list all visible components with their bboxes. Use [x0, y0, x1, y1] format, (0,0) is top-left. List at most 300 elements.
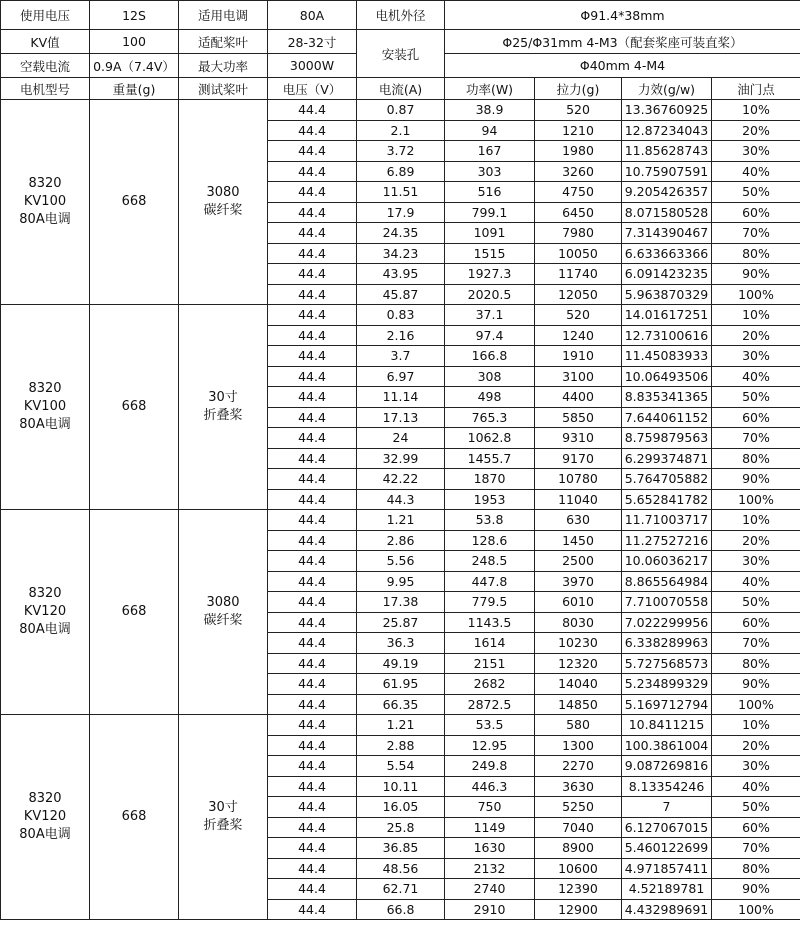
- efficiency-cell: 6.091423235: [622, 264, 712, 285]
- voltage-cell: 44.4: [268, 735, 357, 756]
- current-cell: 25.8: [357, 817, 445, 838]
- efficiency-cell: 9.087269816: [622, 756, 712, 777]
- voltage-label: 使用电压: [1, 1, 90, 30]
- maxpower-label: 最大功率: [179, 54, 268, 78]
- power-cell: 799.1: [445, 202, 535, 223]
- efficiency-cell: 10.06036217: [622, 551, 712, 572]
- thrust-cell: 3970: [535, 571, 622, 592]
- table-row: [1, 305, 800, 326]
- thrust-cell: 9310: [535, 428, 622, 449]
- motor-model-line: 80A电调: [19, 827, 71, 842]
- power-cell: 2740: [445, 879, 535, 900]
- efficiency-cell: 10.06493506: [622, 366, 712, 387]
- motor-weight: 668: [90, 510, 179, 715]
- power-cell: 166.8: [445, 346, 535, 367]
- throttle-cell: 50%: [712, 592, 800, 613]
- power-cell: 516: [445, 182, 535, 203]
- thrust-cell: 2500: [535, 551, 622, 572]
- throttle-cell: 90%: [712, 879, 800, 900]
- noload-label: 空载电流: [1, 54, 90, 78]
- thrust-cell: 5850: [535, 407, 622, 428]
- voltage-cell: 44.4: [268, 551, 357, 572]
- current-cell: 11.51: [357, 182, 445, 203]
- throttle-cell: 20%: [712, 530, 800, 551]
- test-prop-line: 折叠桨: [203, 818, 243, 833]
- power-cell: 1953: [445, 489, 535, 510]
- current-cell: 24.35: [357, 223, 445, 244]
- power-cell: 37.1: [445, 305, 535, 326]
- current-cell: 66.35: [357, 694, 445, 715]
- throttle-cell: 60%: [712, 407, 800, 428]
- voltage-cell: 44.4: [268, 100, 357, 121]
- thrust-cell: 520: [535, 100, 622, 121]
- current-cell: 6.97: [357, 366, 445, 387]
- current-cell: 9.95: [357, 571, 445, 592]
- thrust-cell: 10780: [535, 469, 622, 490]
- test-prop: [179, 715, 268, 920]
- current-cell: 25.87: [357, 612, 445, 633]
- voltage-cell: 44.4: [268, 612, 357, 633]
- efficiency-cell: 11.85628743: [622, 141, 712, 162]
- current-cell: 16.05: [357, 797, 445, 818]
- current-cell: 2.88: [357, 735, 445, 756]
- current-cell: 2.1: [357, 120, 445, 141]
- voltage-cell: 44.4: [268, 120, 357, 141]
- column-header: 测试桨叶: [179, 78, 268, 100]
- efficiency-cell: 5.764705882: [622, 469, 712, 490]
- throttle-cell: 100%: [712, 899, 800, 920]
- power-cell: 167: [445, 141, 535, 162]
- voltage-cell: 44.4: [268, 469, 357, 490]
- throttle-cell: 50%: [712, 387, 800, 408]
- throttle-cell: 70%: [712, 838, 800, 859]
- current-cell: 5.56: [357, 551, 445, 572]
- power-cell: 447.8: [445, 571, 535, 592]
- power-cell: 38.9: [445, 100, 535, 121]
- current-cell: 44.3: [357, 489, 445, 510]
- efficiency-cell: 11.71003717: [622, 510, 712, 531]
- kv-label: KV值: [1, 30, 90, 54]
- motor-weight: 668: [90, 100, 179, 305]
- voltage-cell: 44.4: [268, 838, 357, 859]
- motor-weight: 668: [90, 715, 179, 920]
- thrust-cell: 10600: [535, 858, 622, 879]
- motor-model-line: 80A电调: [19, 417, 71, 432]
- power-cell: 1614: [445, 633, 535, 654]
- voltage-cell: 44.4: [268, 694, 357, 715]
- efficiency-cell: 6.127067015: [622, 817, 712, 838]
- thrust-cell: 1210: [535, 120, 622, 141]
- throttle-cell: 40%: [712, 776, 800, 797]
- test-prop: [179, 510, 268, 715]
- efficiency-cell: 5.169712794: [622, 694, 712, 715]
- thrust-cell: 1450: [535, 530, 622, 551]
- throttle-cell: 80%: [712, 448, 800, 469]
- voltage-cell: 44.4: [268, 202, 357, 223]
- thrust-cell: 580: [535, 715, 622, 736]
- efficiency-cell: 4.971857411: [622, 858, 712, 879]
- esc-label: 适用电调: [179, 1, 268, 30]
- throttle-cell: 80%: [712, 243, 800, 264]
- current-cell: 1.21: [357, 510, 445, 531]
- power-cell: 1455.7: [445, 448, 535, 469]
- power-cell: 303: [445, 161, 535, 182]
- mount-value-2: Φ40mm 4-M4: [445, 54, 800, 78]
- test-prop: [179, 305, 268, 510]
- thrust-cell: 7040: [535, 817, 622, 838]
- motor-model: [1, 510, 90, 715]
- throttle-cell: 20%: [712, 735, 800, 756]
- throttle-cell: 10%: [712, 510, 800, 531]
- thrust-cell: 520: [535, 305, 622, 326]
- thrust-cell: 630: [535, 510, 622, 531]
- throttle-cell: 30%: [712, 551, 800, 572]
- thrust-cell: 5250: [535, 797, 622, 818]
- thrust-cell: 10230: [535, 633, 622, 654]
- motor-model-line: 80A电调: [19, 212, 71, 227]
- thrust-cell: 14040: [535, 674, 622, 695]
- voltage-cell: 44.4: [268, 264, 357, 285]
- efficiency-cell: 5.727568573: [622, 653, 712, 674]
- power-cell: 1630: [445, 838, 535, 859]
- voltage-cell: 44.4: [268, 817, 357, 838]
- spec-row-1: [1, 1, 800, 30]
- voltage-cell: 44.4: [268, 592, 357, 613]
- voltage-cell: 44.4: [268, 182, 357, 203]
- power-cell: 248.5: [445, 551, 535, 572]
- efficiency-cell: 8.13354246: [622, 776, 712, 797]
- thrust-cell: 14850: [535, 694, 622, 715]
- current-cell: 36.85: [357, 838, 445, 859]
- efficiency-cell: 4.52189781: [622, 879, 712, 900]
- thrust-cell: 6010: [535, 592, 622, 613]
- efficiency-cell: 7.710070558: [622, 592, 712, 613]
- power-cell: 53.5: [445, 715, 535, 736]
- power-cell: 1515: [445, 243, 535, 264]
- column-header: 油门点: [712, 78, 800, 100]
- voltage-cell: 44.4: [268, 223, 357, 244]
- thrust-cell: 1300: [535, 735, 622, 756]
- power-cell: 498: [445, 387, 535, 408]
- thrust-cell: 12900: [535, 899, 622, 920]
- power-cell: 2151: [445, 653, 535, 674]
- table-row: [1, 715, 800, 736]
- current-cell: 17.9: [357, 202, 445, 223]
- test-prop-line: 碳纤桨: [203, 613, 243, 628]
- efficiency-cell: 5.234899329: [622, 674, 712, 695]
- motor-model-line: KV120: [23, 604, 67, 619]
- test-prop-line: 3080: [206, 185, 240, 200]
- thrust-cell: 11040: [535, 489, 622, 510]
- thrust-cell: 2270: [535, 756, 622, 777]
- power-cell: 2020.5: [445, 284, 535, 305]
- test-prop-line: 折叠桨: [203, 408, 243, 423]
- efficiency-cell: 12.73100616: [622, 325, 712, 346]
- voltage-cell: 44.4: [268, 510, 357, 531]
- power-cell: 1062.8: [445, 428, 535, 449]
- power-cell: 97.4: [445, 325, 535, 346]
- voltage-cell: 44.4: [268, 797, 357, 818]
- throttle-cell: 100%: [712, 694, 800, 715]
- motor-model: [1, 100, 90, 305]
- efficiency-cell: 12.87234043: [622, 120, 712, 141]
- current-cell: 17.13: [357, 407, 445, 428]
- throttle-cell: 70%: [712, 428, 800, 449]
- column-header: 重量(g): [90, 78, 179, 100]
- voltage-cell: 44.4: [268, 530, 357, 551]
- thrust-cell: 1980: [535, 141, 622, 162]
- noload-value: 0.9A（7.4V）: [90, 54, 179, 78]
- voltage-cell: 44.4: [268, 899, 357, 920]
- esc-value: 80A: [268, 1, 357, 30]
- current-cell: 17.38: [357, 592, 445, 613]
- throttle-cell: 40%: [712, 366, 800, 387]
- power-cell: 2132: [445, 858, 535, 879]
- current-cell: 42.22: [357, 469, 445, 490]
- voltage-cell: 44.4: [268, 387, 357, 408]
- voltage-cell: 44.4: [268, 879, 357, 900]
- throttle-cell: 90%: [712, 469, 800, 490]
- motor-model-line: KV100: [23, 399, 67, 414]
- motor-model-line: 8320: [28, 381, 62, 396]
- motor-model-line: 80A电调: [19, 622, 71, 637]
- efficiency-cell: 8.071580528: [622, 202, 712, 223]
- motor-model: [1, 305, 90, 510]
- power-cell: 53.8: [445, 510, 535, 531]
- column-header-row: [1, 78, 800, 100]
- efficiency-cell: 7.314390467: [622, 223, 712, 244]
- thrust-cell: 1240: [535, 325, 622, 346]
- thrust-cell: 1910: [535, 346, 622, 367]
- voltage-cell: 44.4: [268, 305, 357, 326]
- voltage-cell: 44.4: [268, 674, 357, 695]
- voltage-cell: 44.4: [268, 858, 357, 879]
- current-cell: 36.3: [357, 633, 445, 654]
- test-prop-line: 碳纤桨: [203, 203, 243, 218]
- efficiency-cell: 8.759879563: [622, 428, 712, 449]
- power-cell: 128.6: [445, 530, 535, 551]
- current-cell: 1.21: [357, 715, 445, 736]
- throttle-cell: 50%: [712, 182, 800, 203]
- power-cell: 765.3: [445, 407, 535, 428]
- thrust-cell: 4750: [535, 182, 622, 203]
- efficiency-cell: 13.36760925: [622, 100, 712, 121]
- power-cell: 446.3: [445, 776, 535, 797]
- voltage-cell: 44.4: [268, 243, 357, 264]
- current-cell: 3.7: [357, 346, 445, 367]
- voltage-cell: 44.4: [268, 489, 357, 510]
- efficiency-cell: 14.01617251: [622, 305, 712, 326]
- diameter-label: 电机外径: [357, 1, 445, 30]
- voltage-cell: 44.4: [268, 428, 357, 449]
- voltage-cell: 44.4: [268, 325, 357, 346]
- motor-model-line: 8320: [28, 791, 62, 806]
- current-cell: 11.14: [357, 387, 445, 408]
- power-cell: 12.95: [445, 735, 535, 756]
- throttle-cell: 10%: [712, 305, 800, 326]
- power-cell: 2682: [445, 674, 535, 695]
- kv-value: 100: [90, 30, 179, 54]
- current-cell: 6.89: [357, 161, 445, 182]
- thrust-cell: 12050: [535, 284, 622, 305]
- voltage-cell: 44.4: [268, 653, 357, 674]
- thrust-cell: 12390: [535, 879, 622, 900]
- efficiency-cell: 11.27527216: [622, 530, 712, 551]
- power-cell: 1870: [445, 469, 535, 490]
- throttle-cell: 10%: [712, 100, 800, 121]
- motor-weight: 668: [90, 305, 179, 510]
- throttle-cell: 70%: [712, 223, 800, 244]
- throttle-cell: 20%: [712, 120, 800, 141]
- motor-model-line: 8320: [28, 176, 62, 191]
- voltage-cell: 44.4: [268, 571, 357, 592]
- efficiency-cell: 10.75907591: [622, 161, 712, 182]
- current-cell: 62.71: [357, 879, 445, 900]
- throttle-cell: 80%: [712, 858, 800, 879]
- power-cell: 1143.5: [445, 612, 535, 633]
- power-cell: 249.8: [445, 756, 535, 777]
- throttle-cell: 40%: [712, 571, 800, 592]
- current-cell: 10.11: [357, 776, 445, 797]
- current-cell: 2.16: [357, 325, 445, 346]
- current-cell: 2.86: [357, 530, 445, 551]
- throttle-cell: 80%: [712, 653, 800, 674]
- test-prop-line: 3080: [206, 595, 240, 610]
- thrust-cell: 8900: [535, 838, 622, 859]
- power-cell: 2910: [445, 899, 535, 920]
- current-cell: 66.8: [357, 899, 445, 920]
- voltage-value: 12S: [90, 1, 179, 30]
- thrust-cell: 3260: [535, 161, 622, 182]
- test-prop-line: 30寸: [208, 390, 238, 405]
- power-cell: 2872.5: [445, 694, 535, 715]
- efficiency-cell: 8.865564984: [622, 571, 712, 592]
- motor-model: [1, 715, 90, 920]
- efficiency-cell: 5.460122699: [622, 838, 712, 859]
- throttle-cell: 90%: [712, 674, 800, 695]
- voltage-cell: 44.4: [268, 366, 357, 387]
- thrust-cell: 6450: [535, 202, 622, 223]
- thrust-cell: 3630: [535, 776, 622, 797]
- prop-value: 28-32寸: [268, 30, 357, 54]
- efficiency-cell: 10.8411215: [622, 715, 712, 736]
- column-header: 力效(g/w): [622, 78, 712, 100]
- voltage-cell: 44.4: [268, 407, 357, 428]
- efficiency-cell: 7: [622, 797, 712, 818]
- current-cell: 48.56: [357, 858, 445, 879]
- power-cell: 779.5: [445, 592, 535, 613]
- current-cell: 45.87: [357, 284, 445, 305]
- current-cell: 34.23: [357, 243, 445, 264]
- thrust-cell: 11740: [535, 264, 622, 285]
- current-cell: 61.95: [357, 674, 445, 695]
- voltage-cell: 44.4: [268, 448, 357, 469]
- current-cell: 24: [357, 428, 445, 449]
- efficiency-cell: 100.3861004: [622, 735, 712, 756]
- throttle-cell: 90%: [712, 264, 800, 285]
- current-cell: 3.72: [357, 141, 445, 162]
- current-cell: 49.19: [357, 653, 445, 674]
- voltage-cell: 44.4: [268, 756, 357, 777]
- column-header: 电流(A): [357, 78, 445, 100]
- voltage-cell: 44.4: [268, 284, 357, 305]
- throttle-cell: 60%: [712, 612, 800, 633]
- column-header: 功率(W): [445, 78, 535, 100]
- thrust-cell: 7980: [535, 223, 622, 244]
- efficiency-cell: 11.45083933: [622, 346, 712, 367]
- power-cell: 308: [445, 366, 535, 387]
- throttle-cell: 50%: [712, 797, 800, 818]
- table-row: [1, 510, 800, 531]
- voltage-cell: 44.4: [268, 346, 357, 367]
- throttle-cell: 30%: [712, 346, 800, 367]
- efficiency-cell: 9.205426357: [622, 182, 712, 203]
- current-cell: 43.95: [357, 264, 445, 285]
- thrust-cell: 4400: [535, 387, 622, 408]
- throttle-cell: 30%: [712, 141, 800, 162]
- motor-model-line: KV120: [23, 809, 67, 824]
- current-cell: 5.54: [357, 756, 445, 777]
- mount-value-1: Φ25/Φ31mm 4-M3（配套桨座可装直桨）: [445, 30, 800, 54]
- current-cell: 0.83: [357, 305, 445, 326]
- power-cell: 1091: [445, 223, 535, 244]
- efficiency-cell: 4.432989691: [622, 899, 712, 920]
- test-prop: [179, 100, 268, 305]
- efficiency-cell: 7.022299956: [622, 612, 712, 633]
- table-row: [1, 100, 800, 121]
- column-header: 电压（V）: [268, 78, 357, 100]
- motor-model-line: KV100: [23, 194, 67, 209]
- thrust-cell: 12320: [535, 653, 622, 674]
- efficiency-cell: 6.633663366: [622, 243, 712, 264]
- throttle-cell: 60%: [712, 817, 800, 838]
- efficiency-cell: 6.299374871: [622, 448, 712, 469]
- throttle-cell: 20%: [712, 325, 800, 346]
- voltage-cell: 44.4: [268, 141, 357, 162]
- voltage-cell: 44.4: [268, 715, 357, 736]
- spec-row-2: [1, 30, 800, 54]
- thrust-cell: 10050: [535, 243, 622, 264]
- column-header: 电机型号: [1, 78, 90, 100]
- maxpower-value: 3000W: [268, 54, 357, 78]
- throttle-cell: 70%: [712, 633, 800, 654]
- test-prop-line: 30寸: [208, 800, 238, 815]
- power-cell: 1149: [445, 817, 535, 838]
- thrust-cell: 3100: [535, 366, 622, 387]
- efficiency-cell: 8.835341365: [622, 387, 712, 408]
- voltage-cell: 44.4: [268, 633, 357, 654]
- throttle-cell: 60%: [712, 202, 800, 223]
- efficiency-cell: 5.963870329: [622, 284, 712, 305]
- current-cell: 32.99: [357, 448, 445, 469]
- mount-label: 安装孔: [357, 30, 445, 78]
- voltage-cell: 44.4: [268, 776, 357, 797]
- current-cell: 0.87: [357, 100, 445, 121]
- diameter-value: Φ91.4*38mm: [445, 1, 800, 30]
- throttle-cell: 10%: [712, 715, 800, 736]
- motor-model-line: 8320: [28, 586, 62, 601]
- efficiency-cell: 5.652841782: [622, 489, 712, 510]
- efficiency-cell: 7.644061152: [622, 407, 712, 428]
- thrust-cell: 9170: [535, 448, 622, 469]
- throttle-cell: 40%: [712, 161, 800, 182]
- power-cell: 750: [445, 797, 535, 818]
- throttle-cell: 30%: [712, 756, 800, 777]
- prop-label: 适配桨叶: [179, 30, 268, 54]
- column-header: 拉力(g): [535, 78, 622, 100]
- efficiency-cell: 6.338289963: [622, 633, 712, 654]
- voltage-cell: 44.4: [268, 161, 357, 182]
